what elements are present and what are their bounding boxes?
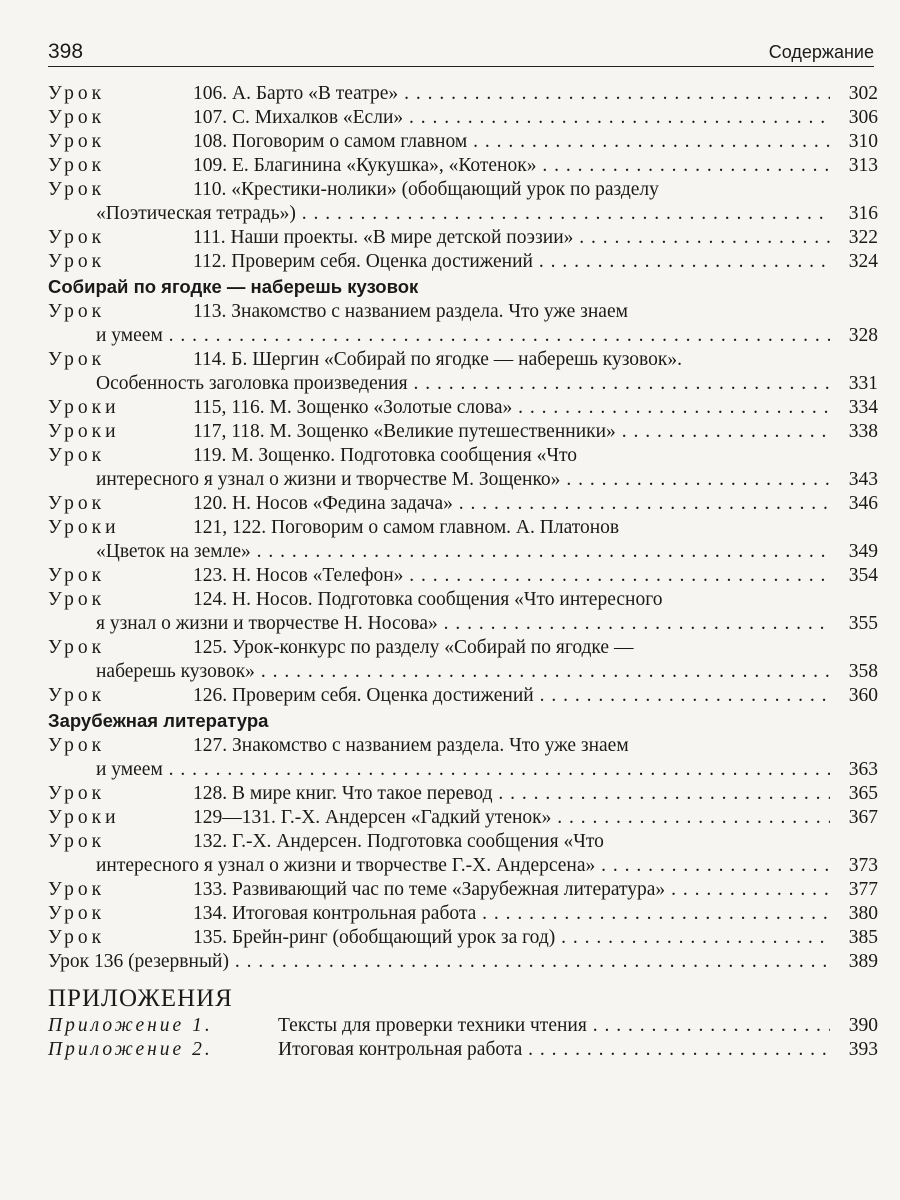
toc-entry xyxy=(48,806,878,830)
lesson-label: Урок xyxy=(48,879,106,900)
lesson-title: 120. Н. Носов «Федина задача» . . . xyxy=(193,492,830,516)
toc-entry xyxy=(48,396,878,420)
page-ref: 373 xyxy=(845,854,878,878)
page-ref: 363 xyxy=(845,758,878,782)
toc-entry-continuation xyxy=(48,758,878,782)
lesson-title: 109. Е. Благинина «Кукушка», «Котенок» . . . xyxy=(193,154,830,178)
page-ref: 331 xyxy=(845,372,878,396)
page-ref: 389 xyxy=(845,950,878,974)
page-ref: 322 xyxy=(845,226,878,250)
page-ref: 316 xyxy=(845,202,878,226)
toc-entry xyxy=(48,420,878,444)
toc-entry xyxy=(48,492,878,516)
lesson-label: Урок xyxy=(48,493,106,514)
toc-entry-continuation xyxy=(48,324,878,348)
page-ref: 349 xyxy=(845,540,878,564)
toc-entry xyxy=(48,782,878,806)
lesson-label: Урок xyxy=(48,783,106,804)
appendix-entry xyxy=(48,1014,878,1038)
toc-entry-continuation xyxy=(48,372,878,396)
lesson-title: 126. Проверим себя. Оценка достижений . . . xyxy=(193,684,830,708)
lesson-title: 121, 122. Поговорим о самом главном. А. Платонов xyxy=(193,517,620,538)
lesson-title: 128. В мире книг. Что такое перевод . . . xyxy=(193,782,830,806)
toc-entry-continuation xyxy=(48,468,878,492)
toc-entry xyxy=(48,926,878,950)
lesson-label: Урок xyxy=(48,251,106,272)
page-ref: 390 xyxy=(845,1014,878,1038)
lesson-title: 119. М. Зощенко. Подготовка сообщения «Что xyxy=(193,445,578,466)
page-ref: 346 xyxy=(845,492,878,516)
lesson-label: Урок xyxy=(48,107,106,128)
page-ref: 365 xyxy=(845,782,878,806)
lesson-label: Урок xyxy=(48,565,106,586)
lesson-title: 127. Знакомство с названием раздела. Что уже знаем xyxy=(193,735,629,756)
lesson-label: Урок xyxy=(48,831,106,852)
lesson-label: Уроки xyxy=(48,807,120,828)
lesson-label: Урок xyxy=(48,735,106,756)
page-ref: 380 xyxy=(845,902,878,926)
lesson-label: Урок xyxy=(48,637,106,658)
lesson-label: Урок xyxy=(48,349,106,370)
lesson-label: Урок xyxy=(48,589,106,610)
lesson-title: 132. Г.-Х. Андерсен. Подготовка сообщения «Что xyxy=(193,831,604,852)
toc-entry-continuation xyxy=(48,202,878,226)
toc-entry xyxy=(48,564,878,588)
page-ref: 338 xyxy=(845,420,878,444)
toc-entry-continuation xyxy=(48,612,878,636)
toc-entry xyxy=(48,684,878,708)
toc-entry xyxy=(48,250,878,274)
lesson-title: 125. Урок-конкурс по разделу «Собирай по ягодке — xyxy=(193,637,634,658)
lesson-title-continuation: интересного я узнал о жизни и творчестве Г.-Х. Андерсена» . . . xyxy=(96,854,830,878)
toc-entry-continuation xyxy=(48,540,878,564)
lesson-title-continuation: «Поэтическая тетрадь») . . . xyxy=(96,202,830,226)
lesson-label: Урок xyxy=(48,903,106,924)
toc-entry xyxy=(48,178,878,202)
appendix-title: Итоговая контрольная работа . . . xyxy=(278,1038,830,1062)
table-of-contents xyxy=(48,82,878,1062)
appendix-heading: ПРИЛОЖЕНИЯ xyxy=(48,985,233,1012)
lesson-title-continuation: Особенность заголовка произведения . . . xyxy=(96,372,830,396)
lesson-label: Урок xyxy=(48,131,106,152)
toc-entry xyxy=(48,226,878,250)
toc-entry xyxy=(48,154,878,178)
lesson-title-continuation: и умеем . . . xyxy=(96,758,830,782)
toc-entry xyxy=(48,830,878,854)
lesson-label: Урок xyxy=(48,927,106,948)
lesson-title: 106. А. Барто «В театре» . . . xyxy=(193,82,830,106)
lesson-label: Урок xyxy=(48,445,106,466)
toc-entry xyxy=(48,82,878,106)
page-ref: 302 xyxy=(845,82,878,106)
lesson-label: Уроки xyxy=(48,397,120,418)
toc-entry xyxy=(48,950,878,974)
appendix-label: Приложение 2. xyxy=(48,1039,213,1060)
lesson-title: 134. Итоговая контрольная работа . . . xyxy=(193,902,830,926)
lesson-title: 129—131. Г.-Х. Андерсен «Гадкий утенок» . . . xyxy=(193,806,830,830)
page-ref: 360 xyxy=(845,684,878,708)
running-title: Содержание xyxy=(768,42,874,62)
toc-entry xyxy=(48,636,878,660)
toc-entry-continuation xyxy=(48,854,878,878)
page-ref: 328 xyxy=(845,324,878,348)
lesson-title-continuation: наберешь кузовок» . . . xyxy=(96,660,830,684)
lesson-title-continuation: интересного я узнал о жизни и творчестве М. Зощенко» . . . xyxy=(96,468,830,492)
lesson-label: Урок xyxy=(48,155,106,176)
section-heading: Собирай по ягодке — наберешь кузовок xyxy=(48,276,419,297)
lesson-label: Уроки xyxy=(48,421,120,442)
page-ref: 306 xyxy=(845,106,878,130)
appendix-label: Приложение 1. xyxy=(48,1015,213,1036)
lesson-title: 111. Наши проекты. «В мире детской поэзии» . . . xyxy=(193,226,830,250)
page-ref: 310 xyxy=(845,130,878,154)
toc-entry-continuation xyxy=(48,660,878,684)
page-ref: 313 xyxy=(845,154,878,178)
toc-entry xyxy=(48,130,878,154)
page-ref: 393 xyxy=(845,1038,878,1062)
lesson-title: Урок 136 (резервный) . . . xyxy=(48,950,830,974)
appendix-entry xyxy=(48,1038,878,1062)
lesson-label: Урок xyxy=(48,301,106,322)
lesson-title: 123. Н. Носов «Телефон» . . . xyxy=(193,564,830,588)
page-ref: 334 xyxy=(845,396,878,420)
lesson-title: 114. Б. Шергин «Собирай по ягодке — наберешь кузовок». xyxy=(193,349,682,370)
page-ref: 354 xyxy=(845,564,878,588)
page-ref: 385 xyxy=(845,926,878,950)
lesson-title: 107. С. Михалков «Если» . . . xyxy=(193,106,830,130)
lesson-title: 115, 116. М. Зощенко «Золотые слова» . . . xyxy=(193,396,830,420)
toc-entry xyxy=(48,588,878,612)
toc-entry xyxy=(48,300,878,324)
toc-entry xyxy=(48,516,878,540)
lesson-label: Уроки xyxy=(48,517,120,538)
page-ref: 355 xyxy=(845,612,878,636)
page-header xyxy=(48,38,874,67)
lesson-title-continuation: и умеем . . . xyxy=(96,324,830,348)
lesson-title: 124. Н. Носов. Подготовка сообщения «Что интересного xyxy=(193,589,663,610)
toc-entry xyxy=(48,734,878,758)
lesson-title-continuation: я узнал о жизни и творчестве Н. Носова» . . . xyxy=(96,612,830,636)
page-ref: 343 xyxy=(845,468,878,492)
toc-entry xyxy=(48,444,878,468)
lesson-label: Урок xyxy=(48,227,106,248)
lesson-label: Урок xyxy=(48,685,106,706)
lesson-title: 112. Проверим себя. Оценка достижений . . . xyxy=(193,250,830,274)
lesson-label: Урок xyxy=(48,179,106,200)
lesson-title: 110. «Крестики-нолики» (обобщающий урок по разделу xyxy=(193,179,659,200)
lesson-title: 135. Брейн-ринг (обобщающий урок за год) . . . xyxy=(193,926,830,950)
section-heading: Зарубежная литература xyxy=(48,710,269,731)
lesson-title-continuation: «Цветок на земле» . . . xyxy=(96,540,830,564)
toc-entry xyxy=(48,106,878,130)
lesson-label: Урок xyxy=(48,83,106,104)
page-ref: 367 xyxy=(845,806,878,830)
lesson-title: 117, 118. М. Зощенко «Великие путешественники» . . . xyxy=(193,420,830,444)
toc-entry xyxy=(48,348,878,372)
page-ref: 324 xyxy=(845,250,878,274)
toc-entry xyxy=(48,878,878,902)
lesson-title: 108. Поговорим о самом главном . . . xyxy=(193,130,830,154)
lesson-title: 133. Развивающий час по теме «Зарубежная литература» . . . xyxy=(193,878,830,902)
page-number: 398 xyxy=(48,40,84,63)
toc-entry xyxy=(48,902,878,926)
page-ref: 377 xyxy=(845,878,878,902)
appendix-title: Тексты для проверки техники чтения . . . xyxy=(278,1014,830,1038)
page-ref: 358 xyxy=(845,660,878,684)
lesson-title: 113. Знакомство с названием раздела. Что уже знаем xyxy=(193,301,628,322)
